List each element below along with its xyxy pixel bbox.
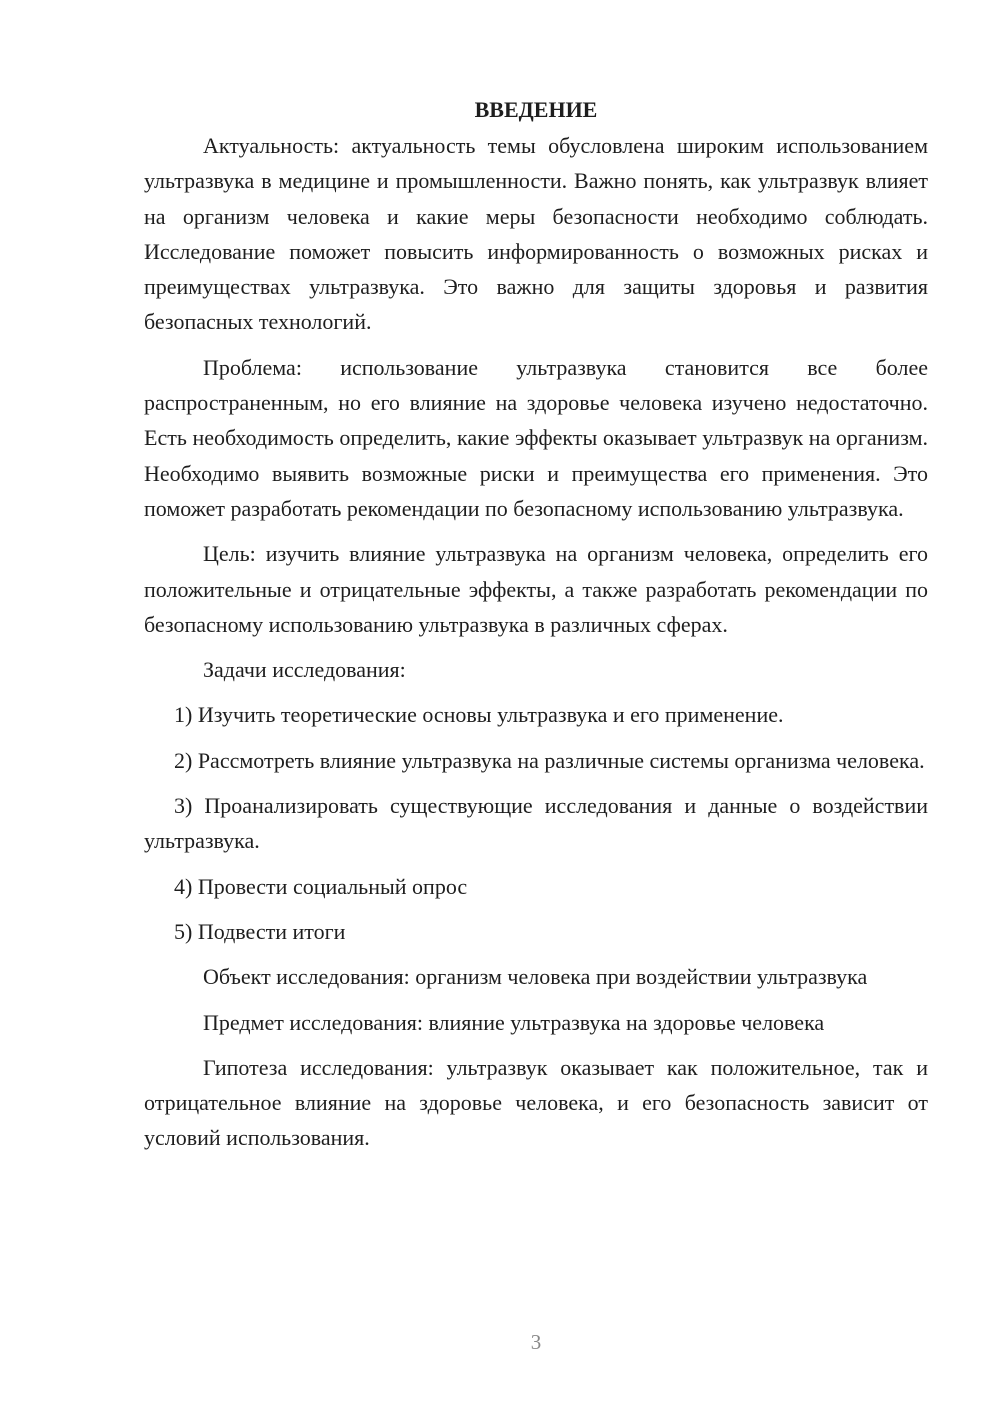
task-item: 1) Изучить теоретические основы ультразвука и его применение. (174, 702, 784, 728)
paragraph-problem: Проблема: использование ультразвука становится все более распространенным, но его влияние на здоровье человека изучено недостаточно. Есть необходимость определить, какие эффекты оказывает ультразвук на организм. Необходимо выявить возможные риски и преимущества его применения. Это поможет разработать рекомендации по безопасному использованию ультразвука. (144, 354, 928, 521)
tasks-heading: Задачи исследования: (203, 657, 406, 683)
task-item: 4) Провести социальный опрос (174, 873, 468, 899)
task-item: 5) Подвести итоги (174, 918, 346, 944)
page-number: 3 (530, 1330, 542, 1354)
paragraph-object: Объект исследования: организм человека при воздействии ультразвука (203, 964, 868, 990)
paragraph-hypothesis: Гипотеза исследования: ультразвук оказывает как положительное, так и отрицательное влияние на здоровье человека, и его безопасность зависит от условий использования. (144, 1054, 928, 1151)
task-item: 2) Рассмотреть влияние ультразвука на различные системы организма человека. (174, 747, 925, 773)
paragraph-goal: Цель: изучить влияние ультразвука на организм человека, определить его положительные и отрицательные эффекты, а также разработать рекомендации по безопасному использованию ультразвука в различных сферах. (144, 541, 928, 637)
section-heading: ВВЕДЕНИЕ (474, 97, 598, 122)
paragraph-subject: Предмет исследования: влияние ультразвука на здоровье человека (203, 1009, 825, 1035)
paragraph-relevance: Актуальность: актуальность темы обусловлена широким использованием ультразвука в медицине и промышленности. Важно понять, как ультразвук влияет на организм человека и какие меры безопасности необходимо соблюдать. Исследование поможет повысить информированность о возможных рисках и преимуществах ультразвука. Это важно для защиты здоровья и развития безопасных технологий. (144, 133, 928, 335)
task-item: 3) Проанализировать существующие исследования и данные о воздействии ультразвука. (144, 793, 928, 854)
document-page (144, 92, 928, 1156)
